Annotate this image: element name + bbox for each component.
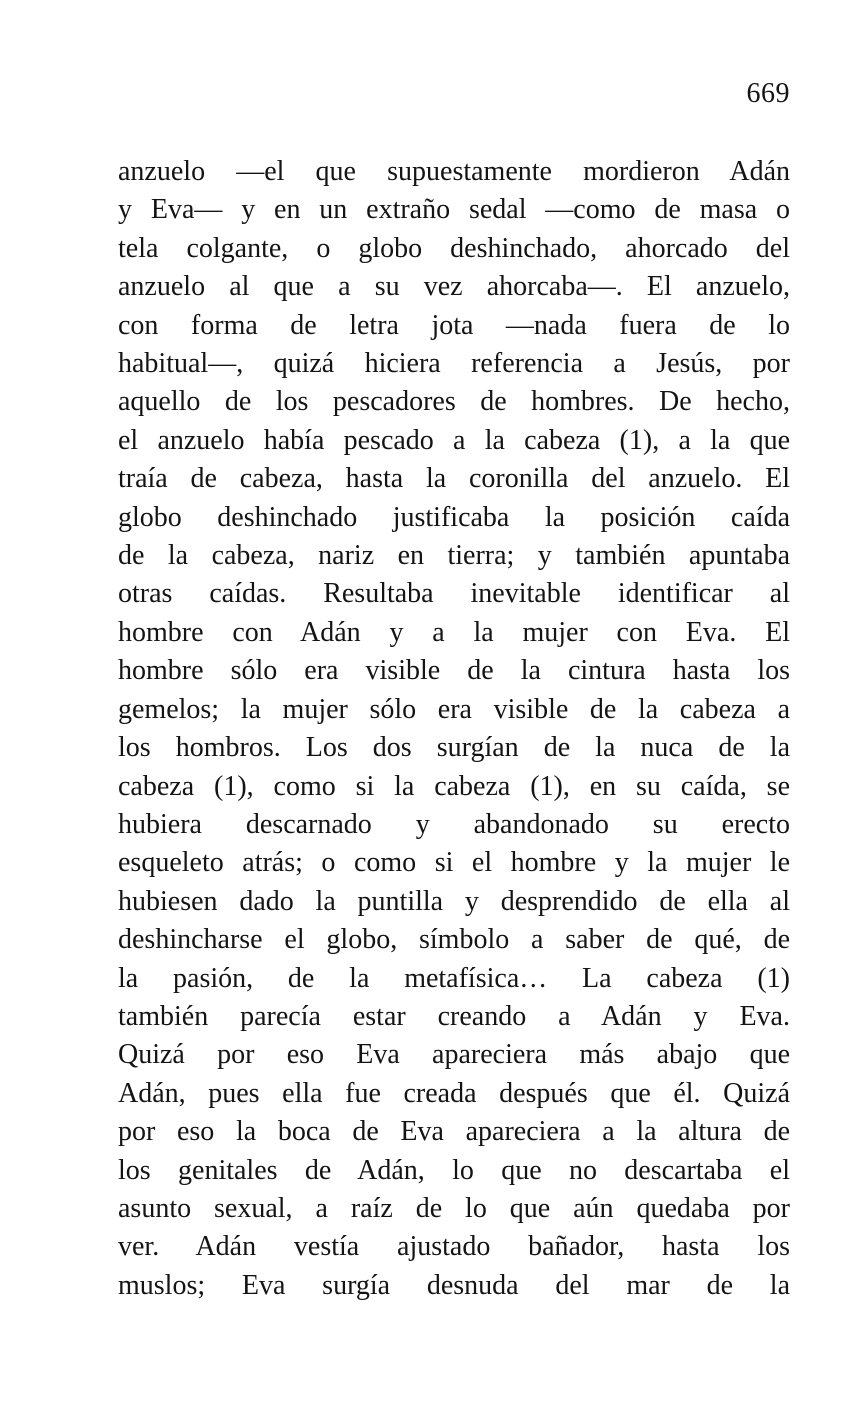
text-line: aquello de los pescadores de hombres. De hecho, — [118, 386, 790, 418]
text-line: hubiesen dado la puntilla y desprendido de ella al — [118, 885, 790, 917]
text-line: los genitales de Adán, lo que no descartaba el — [118, 1154, 790, 1186]
text-line: ver. Adán vestía ajustado bañador, hasta los — [118, 1231, 790, 1263]
text-line: el anzuelo había pescado a la cabeza (1), a la que — [118, 424, 790, 456]
text-line: cabeza (1), como si la cabeza (1), en su caída, se — [118, 770, 790, 802]
text-line: muslos; Eva surgía desnuda del mar de la — [118, 1269, 790, 1301]
text-line: tela colgante, o globo deshinchado, ahorcado del — [118, 232, 790, 264]
text-line: traía de cabeza, hasta la coronilla del anzuelo. El — [118, 463, 790, 495]
text-line: globo deshinchado justificaba la posición caída — [118, 501, 790, 533]
text-line: otras caídas. Resultaba inevitable identificar al — [118, 578, 790, 610]
text-line: asunto sexual, a raíz de lo que aún quedaba por — [118, 1192, 790, 1224]
text-line: anzuelo —el que supuestamente mordieron Adán — [118, 156, 790, 187]
text-line: con forma de letra jota —nada fuera de lo — [118, 309, 790, 341]
text-line: anzuelo al que a su vez ahorcaba—. El anzuelo, — [118, 271, 790, 303]
text-line: los hombros. Los dos surgían de la nuca de la — [118, 732, 790, 764]
paragraph — [118, 153, 790, 1305]
text-line: hombre sólo era visible de la cintura hasta los — [118, 655, 790, 687]
text-line: la pasión, de la metafísica… La cabeza (1) — [118, 962, 790, 994]
text-line: y Eva— y en un extraño sedal —como de masa o — [118, 194, 790, 226]
text-line: Quizá por eso Eva apareciera más abajo que — [118, 1039, 790, 1071]
text-line: hombre con Adán y a la mujer con Eva. El — [118, 616, 790, 648]
text-line: Adán, pues ella fue creada después que él. Quizá — [118, 1077, 790, 1109]
text-line: hubiera descarnado y abandonado su erecto — [118, 808, 790, 840]
text-line: por eso la boca de Eva apareciera a la altura de — [118, 1116, 790, 1148]
text-line: también parecía estar creando a Adán y Eva. — [118, 1000, 790, 1032]
text-line: de la cabeza, nariz en tierra; y también apuntaba — [118, 540, 790, 572]
text-line: habitual—, quizá hiciera referencia a Jesús, por — [118, 348, 790, 380]
text-line: esqueleto atrás; o como si el hombre y la mujer le — [118, 847, 790, 879]
page-number: 669 — [746, 78, 790, 109]
text-line: gemelos; la mujer sólo era visible de la cabeza a — [118, 693, 790, 725]
text-line: deshincharse el globo, símbolo a saber de qué, de — [118, 924, 790, 956]
